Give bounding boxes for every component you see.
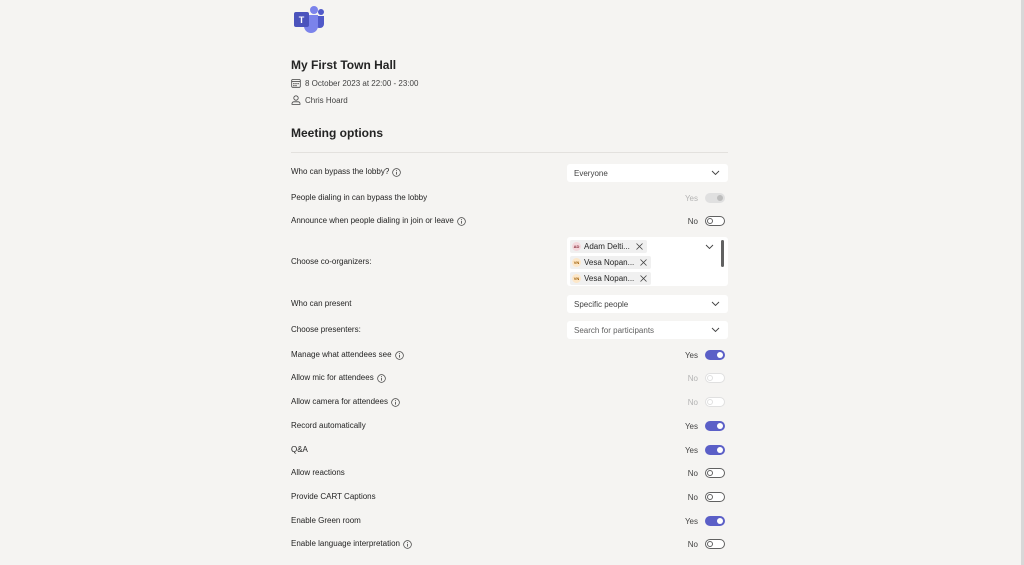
qa-label-row (291, 445, 308, 455)
avatar: VN (573, 260, 580, 265)
co-organizer-chip (570, 240, 647, 253)
microsoft-teams-logo-icon (293, 4, 325, 34)
choose-presenters-placeholder[interactable]: Search for participants (574, 325, 655, 335)
info-icon[interactable] (457, 217, 466, 226)
green-room-state: Yes (684, 516, 698, 526)
manage-attendees-see-toggle[interactable] (705, 350, 725, 360)
dialin-bypass-toggle-row (685, 193, 725, 203)
allow-camera-state: No (687, 397, 698, 407)
cart-captions-state: No (687, 492, 698, 502)
choose-presenters-label: Choose presenters: (291, 325, 361, 334)
manage-attendees-see-state: Yes (684, 350, 698, 360)
allow-mic-toggle-row (688, 373, 725, 383)
chevron-down-icon (711, 170, 720, 176)
chevron-down-icon (711, 301, 720, 307)
co-organizers-label-row (291, 257, 371, 267)
language-interp-label: Enable language interpretation (291, 539, 400, 548)
allow-reactions-label-row (291, 468, 345, 478)
co-organizer-chip (570, 272, 651, 285)
record-auto-toggle-row (685, 421, 725, 431)
allow-reactions-label: Allow reactions (291, 468, 345, 477)
choose-presenters-search[interactable] (567, 321, 728, 339)
language-interp-toggle-row (688, 539, 725, 549)
cart-captions-label-row (291, 492, 376, 502)
allow-camera-label-row (291, 397, 400, 407)
who-can-present-dropdown[interactable] (567, 295, 728, 313)
manage-attendees-see-toggle-row (685, 350, 725, 360)
calendar-icon (291, 78, 301, 88)
cart-captions-toggle[interactable] (705, 492, 725, 502)
allow-camera-label: Allow camera for attendees (291, 397, 388, 406)
green-room-label-row (291, 516, 361, 526)
info-icon[interactable] (395, 351, 404, 360)
record-auto-label: Record automatically (291, 421, 366, 430)
language-interp-state: No (687, 539, 698, 549)
announce-dialin-label-row (291, 216, 466, 226)
close-icon[interactable] (636, 243, 643, 250)
avatar: AD (573, 244, 580, 249)
bypass-lobby-value: Everyone (574, 168, 608, 178)
section-title: Meeting options (291, 126, 383, 140)
cart-captions-label: Provide CART Captions (291, 492, 376, 501)
announce-dialin-toggle[interactable] (705, 216, 725, 226)
dialin-bypass-state: Yes (684, 193, 698, 203)
dialin-bypass-label-row (291, 193, 427, 203)
co-organizers-label: Choose co-organizers: (291, 257, 372, 266)
meeting-title: My First Town Hall (291, 58, 397, 72)
teams-logo-letter: T (298, 15, 305, 25)
chevron-down-icon (711, 327, 720, 333)
co-organizers-scrollbar[interactable] (721, 240, 724, 267)
chevron-down-icon[interactable] (705, 244, 714, 250)
section-divider (291, 152, 728, 153)
green-room-label: Enable Green room (291, 516, 361, 525)
info-icon[interactable] (392, 168, 401, 177)
co-organizer-name: Vesa Nopan... (584, 274, 635, 283)
cart-captions-toggle-row (688, 492, 725, 502)
green-room-toggle-row (685, 516, 725, 526)
allow-reactions-toggle[interactable] (705, 468, 725, 478)
manage-attendees-see-label: Manage what attendees see (291, 350, 392, 359)
allow-camera-toggle (705, 397, 725, 407)
bypass-lobby-label-row (291, 167, 401, 177)
language-interp-toggle[interactable] (705, 539, 725, 549)
info-icon[interactable] (403, 540, 412, 549)
qa-label: Q&A (291, 445, 308, 454)
co-organizers-picker[interactable] (567, 237, 728, 286)
bypass-lobby-dropdown[interactable] (567, 164, 728, 182)
manage-attendees-see-label-row (291, 350, 404, 360)
allow-mic-label: Allow mic for attendees (291, 373, 374, 382)
announce-dialin-state: No (687, 216, 698, 226)
co-organizer-chip (570, 256, 651, 269)
who-can-present-label-row (291, 299, 351, 309)
co-organizer-name: Adam Delti... (584, 242, 630, 251)
avatar: VN (573, 276, 580, 281)
meeting-date: 8 October 2023 at 22:00 - 23:00 (305, 78, 419, 88)
record-auto-state: Yes (684, 421, 698, 431)
allow-camera-toggle-row (688, 397, 725, 407)
allow-reactions-toggle-row (688, 468, 725, 478)
person-icon (291, 95, 301, 105)
allow-reactions-state: No (687, 468, 698, 478)
qa-toggle-row (685, 445, 725, 455)
dialin-bypass-label: People dialing in can bypass the lobby (291, 193, 428, 202)
announce-dialin-label: Announce when people dialing in join or leave (291, 216, 454, 225)
dialin-bypass-toggle (705, 193, 725, 203)
announce-dialin-toggle-row (688, 216, 725, 226)
meeting-date-row (291, 78, 418, 88)
bypass-lobby-label: Who can bypass the lobby? (291, 167, 390, 176)
co-organizer-name: Vesa Nopan... (584, 258, 635, 267)
green-room-toggle[interactable] (705, 516, 725, 526)
close-icon[interactable] (640, 259, 647, 266)
who-can-present-value: Specific people (574, 299, 629, 309)
allow-mic-state: No (687, 373, 698, 383)
qa-toggle[interactable] (705, 445, 725, 455)
record-auto-label-row (291, 421, 366, 431)
info-icon[interactable] (377, 374, 386, 383)
who-can-present-label: Who can present (291, 299, 352, 308)
choose-presenters-label-row (291, 325, 361, 335)
meeting-organizer: Chris Hoard (305, 95, 348, 105)
info-icon[interactable] (391, 398, 400, 407)
allow-mic-label-row (291, 373, 386, 383)
language-interp-label-row (291, 539, 412, 549)
qa-state: Yes (684, 445, 698, 455)
record-auto-toggle[interactable] (705, 421, 725, 431)
meeting-organizer-row (291, 95, 348, 105)
allow-mic-toggle (705, 373, 725, 383)
close-icon[interactable] (640, 275, 647, 282)
